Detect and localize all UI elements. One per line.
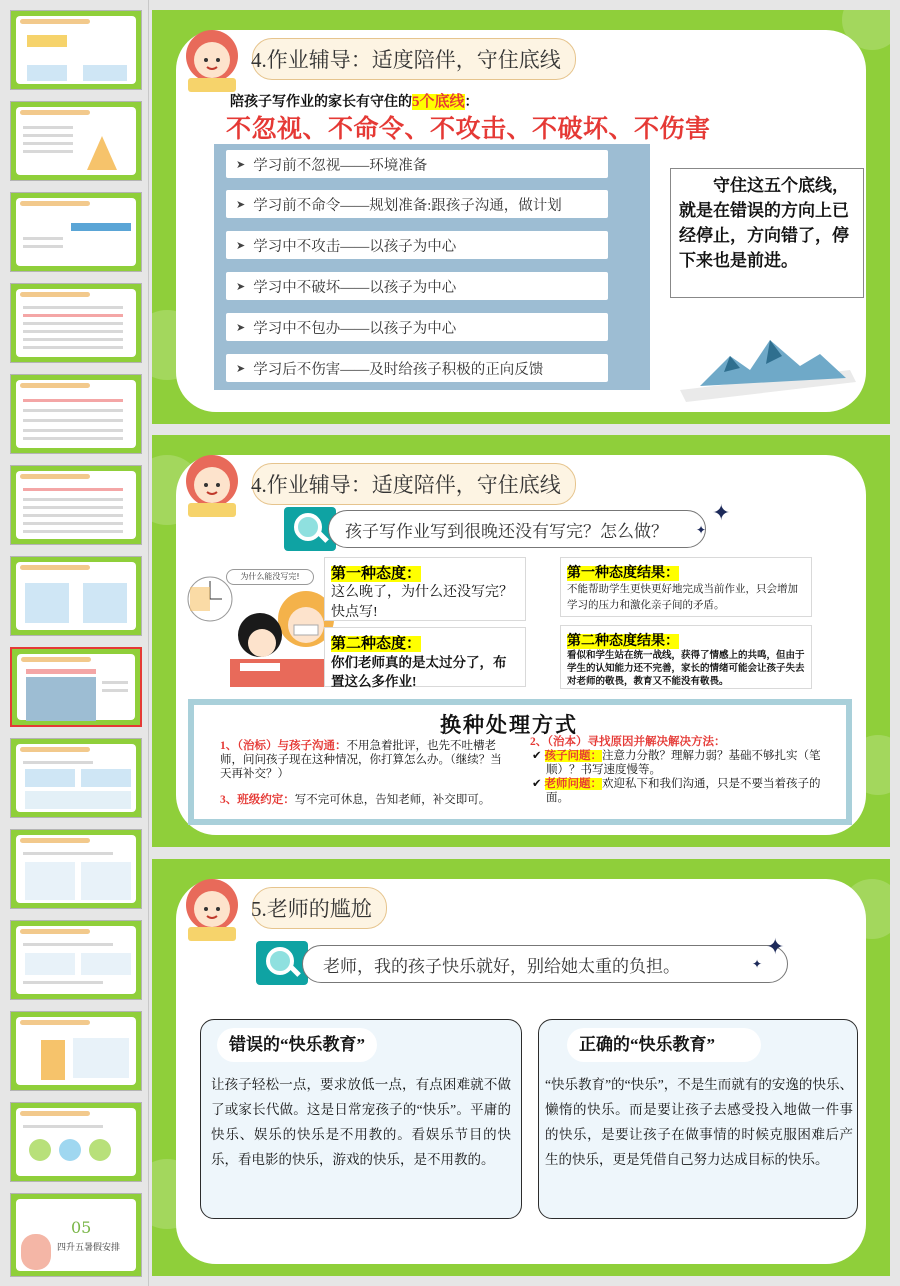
slide-3[interactable] (152, 859, 890, 1276)
slide-thumbnail-11[interactable] (10, 920, 142, 1000)
slide-title-bar (252, 463, 576, 505)
slide-thumbnail-13[interactable] (10, 1102, 142, 1182)
slide-title-bar (252, 887, 387, 929)
method-1: 1、（治标）与孩子沟通：不用急着批评，也先不吐槽老师，问问孩子现在这种情况，你打算怎么办。（继续？当天再补交？） (220, 740, 502, 780)
slide-title: 4.作业辅导：适度陪伴，守住底线 (251, 48, 561, 72)
attitude-2-result-text: 看似和学生站在统一战线，获得了情感上的共鸣，但由于学生的认知能力还不完善，家长的情绪可能会让孩子失去对老师的敬畏，教育又不能没有敬畏。 (567, 651, 805, 687)
slide-title-bar (252, 38, 576, 80)
wrong-text: 让孩子轻松一点，要求放低一点，有点困难就不做了或家长代做。这是日常宠孩子的“快乐”。平庸的快乐、娱乐的快乐是不用教的。看娱乐节目的快乐，看电影的快乐，游戏的快乐，是不用教的。 (211, 1077, 511, 1167)
list-item: ➤ 学习中不破坏——以孩子为中心 (226, 272, 608, 300)
attitude-2-card (324, 627, 526, 687)
attitude-1-result-text: 不能帮助学生更快更好地完成当前作业，只会增加学习的压力和激化亲子间的矛盾。 (567, 584, 798, 611)
arrow-icon: ➤ (236, 362, 246, 375)
attitude-1-text: 这么晚了，为什么还没写完？快点写! (331, 585, 513, 620)
attitude-2-label: 第二种态度： (331, 636, 422, 652)
principles-heading: 不忽视、不命令、不攻击、不破坏、不伤害 (226, 116, 711, 143)
method-2: 2、（治本）寻找原因并解决解决方法： ✔ 孩子问题：注意力分散？理解力弱？基础不够扎实（笔顺）？书写速度慢等。 ✔ 老师问题：欢迎私下和我们沟通，只是不要当着孩子的面。 (530, 735, 842, 805)
list-item: ➤ 学习前不忽视——环境准备 (226, 150, 608, 178)
intro-line: 陪孩子写作业的家长有守住的5个底线： (230, 94, 479, 110)
question-bar: 孩子写作业写到很晚还没有写完？怎么做？ (328, 510, 706, 548)
slide-title: 5.老师的尴尬 (251, 897, 372, 921)
list-item: ➤ 学习后不伤害——及时给孩子积极的正向反馈 (226, 354, 608, 382)
slide-thumbnail-6[interactable] (10, 465, 142, 545)
sparkle-icon: ✦ (712, 501, 731, 526)
method-title: 换种处理方式 (440, 713, 578, 737)
check-icon: ✔ (532, 778, 542, 790)
section-number: 05 (71, 1218, 92, 1237)
arrow-icon: ➤ (236, 280, 246, 293)
attitude-2-result-card (560, 625, 812, 689)
check-icon: ✔ (532, 750, 542, 762)
sparkle-icon: ✦ (752, 957, 763, 971)
method-box (188, 699, 852, 825)
arrow-icon: ➤ (236, 158, 246, 171)
attitude-1-label: 第一种态度： (331, 566, 422, 582)
girl-mascot-icon (174, 871, 252, 943)
list-item: ➤ 学习中不包办——以孩子为中心 (226, 313, 608, 341)
slide-thumbnail-10[interactable] (10, 829, 142, 909)
method-3: 3、班级约定：写不完可休息，告知老师，补交即可。 (220, 794, 491, 806)
section-caption: 四升五暑假安排 (57, 1243, 121, 1253)
sparkle-icon: ✦ (766, 935, 785, 960)
girl-mascot-icon (174, 22, 252, 94)
landscape-scroll-icon (670, 320, 870, 402)
attitude-2-text: 你们老师真的是太过分了，布置这么多作业! (331, 655, 507, 689)
slide-thumbnail-12[interactable] (10, 1011, 142, 1091)
attitude-1-result-card (560, 557, 812, 617)
magnifier-icon (256, 941, 308, 985)
bottom-line-count: 5个底线 (412, 94, 465, 110)
slide-thumbnail-4[interactable] (10, 283, 142, 363)
sparkle-icon: ✦ (696, 523, 707, 537)
wrong-title: 错误的“快乐教育” (217, 1028, 377, 1062)
list-item: ➤ 学习前不命令——规划准备:跟孩子沟通，做计划 (226, 190, 608, 218)
bottom-line-list-panel (214, 144, 650, 390)
slide-thumbnail-pane[interactable] (0, 0, 149, 1286)
slide-thumbnail-3[interactable] (10, 192, 142, 272)
slide-2[interactable] (152, 435, 890, 847)
right-happy-education-card (538, 1019, 858, 1219)
arrow-icon: ➤ (236, 239, 246, 252)
method-2-teacher: ✔ 老师问题：欢迎私下和我们沟通，只是不要当着孩子的面。 (532, 778, 821, 804)
slide-thumbnail-2[interactable] (10, 101, 142, 181)
slide-thumbnail-9[interactable] (10, 738, 142, 818)
slide-thumbnail-7[interactable] (10, 556, 142, 636)
list-item: ➤ 学习中不攻击——以孩子为中心 (226, 231, 608, 259)
question-bar: 老师，我的孩子快乐就好，别给她太重的负担。 (302, 945, 788, 983)
slide-thumbnail-5[interactable] (10, 374, 142, 454)
attitude-1-result-label: 第一种态度结果： (567, 566, 679, 581)
slide-thumbnail-8[interactable] (10, 647, 142, 727)
slide-thumbnail-14[interactable] (10, 1193, 142, 1277)
wrong-happy-education-card (200, 1019, 522, 1219)
speech-bubble: 为什么能没写完! (226, 569, 314, 585)
right-text: “快乐教育”的“快乐”，不是生而就有的安逸的快乐、懒惰的快乐。而是要让孩子去感受投入地做一件事的快乐，是要让孩子在做事情的时候克服困难后产生的快乐，更是凭借自己努力达成目标的快乐。 (545, 1077, 853, 1167)
right-title: 正确的“快乐教育” (567, 1028, 761, 1062)
quote-box: 守住这五个底线，就是在错误的方向上已经停止，方向错了，停下来也是前进。 (670, 168, 864, 298)
arrow-icon: ➤ (236, 198, 246, 211)
method-2-child: ✔ 孩子问题：注意力分散？理解力弱？基础不够扎实（笔顺）？书写速度慢等。 (532, 750, 821, 776)
attitude-2-result-label: 第二种态度结果： (567, 634, 679, 649)
attitude-1-card (324, 557, 526, 621)
slide-thumbnail-1[interactable] (10, 10, 142, 90)
arrow-icon: ➤ (236, 321, 246, 334)
slide-title: 4.作业辅导：适度陪伴，守住底线 (251, 473, 561, 497)
girl-mascot-icon (174, 447, 252, 519)
slide-1[interactable] (152, 10, 890, 424)
